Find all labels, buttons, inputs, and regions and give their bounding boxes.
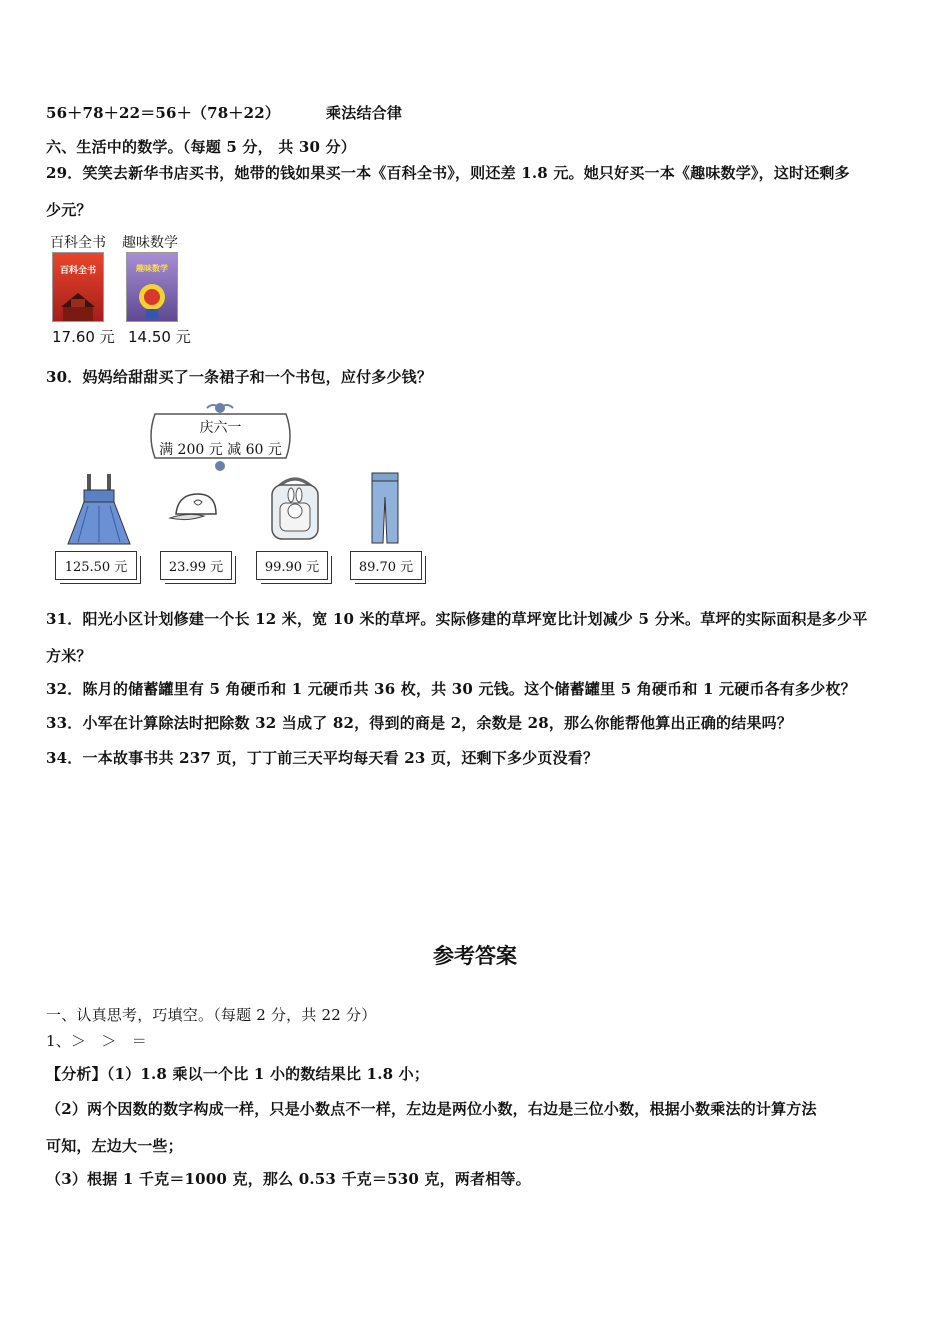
book-cover [126,252,178,322]
price-box-jeans: 89.70 元 [350,551,422,580]
promo-line2: 满 200 元 减 60 元 [159,442,282,458]
book-encyclopedia [48,232,118,347]
equation-line [46,102,402,123]
section-six-heading: 六、生活中的数学。（每题 5 分， 共 30 分） [46,138,356,156]
question-31-line2: 方米？ [46,647,92,665]
question-33: 33．小军在计算除法时把除数 32 当成了 82，得到的商是 2，余数是 28，那么你能帮他算出正确的结果吗？ [46,714,793,732]
answers-section-one: 一、认真思考，巧填空。（每题 2 分，共 22 分） [46,1006,377,1024]
temple-icon [53,281,103,321]
analysis-3: （3）根据 1 千克＝1000 克，那么 0.53 千克＝530 克，两者相等。 [46,1170,531,1188]
analysis-2-line2: 可知，左边大一些； [46,1137,183,1155]
price-box-backpack: 99.90 元 [256,551,328,580]
jeans-icon [368,471,402,545]
question-29-line1: 29．笑笑去新华书店买书，她带的钱如果买一本《百科全书》，则还差 1.8 元。她只好买一本《趣味数学》，这时还剩多 [46,164,850,182]
question-31-line1: 31．阳光小区计划修建一个长 12 米，宽 10 米的草坪。实际修建的草坪宽比计划减少 5 分米。草坪的实际面积是多少平 [46,610,868,628]
book-cover [52,252,104,322]
answer-1: 1、＞ ＞ ＝ [46,1032,147,1050]
analysis-1: 【分析】（1）1.8 乘以一个比 1 小的数结果比 1.8 小； [46,1065,430,1083]
book-title: 趣味数学 [122,235,178,251]
price-box-cap: 23.99 元 [160,551,232,580]
answers-title: 参考答案 [433,943,517,968]
book-price: 17.60 元 [52,328,115,346]
question-32: 32．陈月的储蓄罐里有 5 角硬币和 1 元硬币共 36 枚，共 30 元钱。这个储蓄罐里 5 角硬币和 1 元硬币各有多少枚？ [46,680,856,698]
question-30: 30．妈妈给甜甜买了一条裙子和一个书包，应付多少钱？ [46,368,433,386]
cap-icon [168,488,222,528]
promo-line1: 庆六一 [199,420,242,436]
cover-text: 百科全书 [59,266,96,276]
book-fun-math [122,232,192,347]
cartoon-figure-icon [127,277,177,321]
analysis-2-line1: （2）两个因数的数字构成一样，只是小数点不一样，左边是两位小数，右边是三位小数，根据小数乘法的计算方法 [46,1100,817,1118]
question-29-line2: 少元？ [46,201,92,219]
book-title: 百科全书 [50,235,106,251]
equation-text: 56＋78＋22＝56＋（78＋22） [46,104,281,122]
dress-icon [64,472,134,546]
price-box-dress: 125.50 元 [55,551,137,580]
cover-text: 趣味数学 [136,264,168,273]
backpack-icon [264,473,326,541]
question-34: 34．一本故事书共 237 页，丁丁前三天平均每天看 23 页，还剩下多少页没看？ [46,749,599,767]
law-text: 乘法结合律 [326,104,403,122]
book-price: 14.50 元 [128,328,191,346]
